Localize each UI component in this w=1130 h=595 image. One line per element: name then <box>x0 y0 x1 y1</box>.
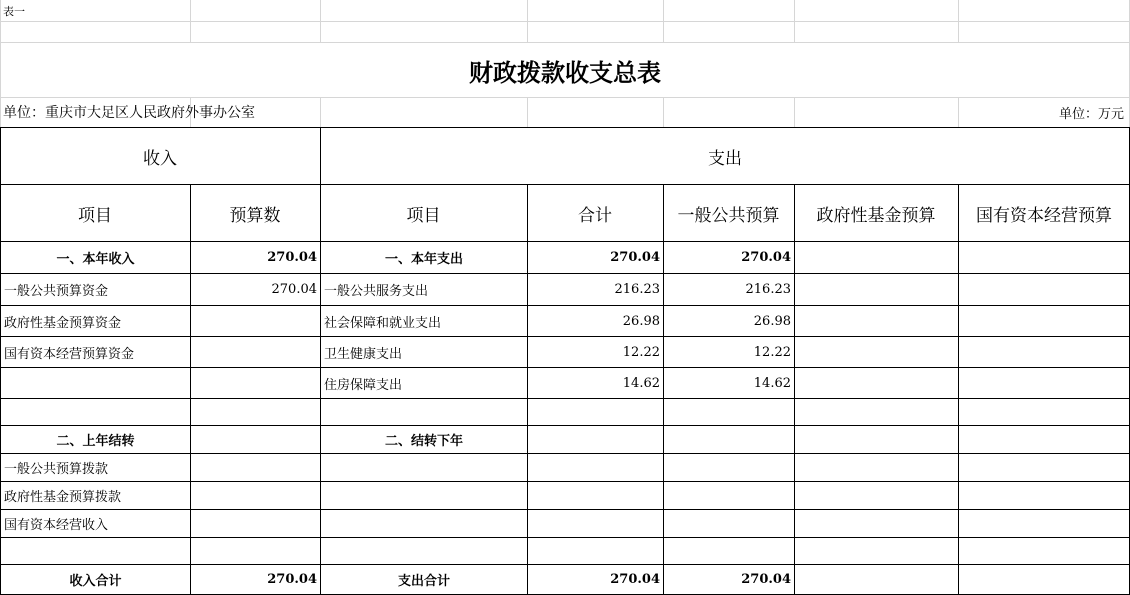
income-amount-cell <box>191 368 320 398</box>
income-amount-cell <box>191 399 320 425</box>
income-item-cell: 政府性基金预算拨款 <box>4 490 122 505</box>
gridline <box>320 0 321 43</box>
total-cell <box>528 482 663 509</box>
income-header: 收入 <box>143 149 177 169</box>
fund-budget-cell <box>795 306 958 336</box>
total-cell <box>528 510 663 537</box>
income-amount-cell <box>191 426 320 453</box>
total-cell <box>528 399 663 425</box>
general-budget-cell <box>664 399 794 425</box>
capital-budget-cell <box>959 274 1130 305</box>
income-amount-cell <box>191 454 320 481</box>
expense-item-cell: 支出合计 <box>397 574 450 589</box>
income-item-cell: 一、本年收入 <box>56 252 135 267</box>
col-header-income-item: 项目 <box>78 205 112 226</box>
expense-item-cell <box>321 538 527 564</box>
page-title: 财政拨款收支总表 <box>469 57 661 87</box>
income-amount-cell: 270.04 <box>267 250 317 265</box>
income-amount-cell: 270.04 <box>267 572 317 587</box>
general-budget-cell: 12.22 <box>753 344 791 360</box>
gridline <box>663 0 664 43</box>
income-item-cell <box>1 538 190 564</box>
total-cell: 12.22 <box>622 344 660 360</box>
gridline <box>190 0 191 43</box>
income-item-cell: 收入合计 <box>69 574 122 589</box>
income-amount-cell <box>191 337 320 367</box>
capital-budget-cell <box>959 482 1130 509</box>
gridline <box>794 97 795 127</box>
general-budget-cell: 270.04 <box>741 572 791 587</box>
fund-budget-cell <box>795 399 958 425</box>
income-item-cell: 二、上年结转 <box>56 434 135 449</box>
general-budget-cell <box>664 538 794 564</box>
fund-budget-cell <box>795 274 958 305</box>
total-cell <box>528 454 663 481</box>
capital-budget-cell <box>959 510 1130 537</box>
unit-organization: 单位：重庆市大足区人民政府外事办公室 <box>3 105 255 121</box>
col-header-fund-budget: 政府性基金预算 <box>816 205 936 226</box>
expense-item-cell: 住房保障支出 <box>324 377 403 393</box>
fund-budget-cell <box>795 337 958 367</box>
capital-budget-cell <box>959 538 1130 564</box>
fund-budget-cell <box>795 482 958 509</box>
capital-budget-cell <box>959 426 1130 453</box>
expense-item-cell <box>321 454 527 481</box>
total-cell: 216.23 <box>614 282 660 297</box>
gridline <box>958 0 959 43</box>
general-budget-cell <box>664 426 794 453</box>
capital-budget-cell <box>959 337 1130 367</box>
income-item-cell <box>1 368 190 398</box>
capital-budget-cell <box>959 565 1130 594</box>
fund-budget-cell <box>795 510 958 537</box>
general-budget-cell: 14.62 <box>753 375 791 391</box>
income-item-cell <box>1 399 190 425</box>
expense-item-cell: 一般公共服务支出 <box>324 284 429 299</box>
col-header-capital-budget: 国有资本经营预算 <box>976 205 1112 226</box>
general-budget-cell <box>664 510 794 537</box>
expense-item-cell <box>321 482 527 509</box>
fund-budget-cell <box>795 242 958 273</box>
total-cell: 270.04 <box>610 250 660 265</box>
general-budget-cell <box>664 482 794 509</box>
capital-budget-cell <box>959 368 1130 398</box>
fund-budget-cell <box>795 538 958 564</box>
capital-budget-cell <box>959 242 1130 273</box>
expense-header: 支出 <box>708 149 742 169</box>
general-budget-cell: 216.23 <box>745 282 791 297</box>
gridline <box>320 97 321 127</box>
col-header-general-budget: 一般公共预算 <box>677 205 780 226</box>
expense-item-cell: 社会保障和就业支出 <box>324 315 442 331</box>
expense-item-cell: 卫生健康支出 <box>324 346 403 362</box>
gridline <box>663 97 664 127</box>
fund-budget-cell <box>795 368 958 398</box>
income-item-cell: 国有资本经营预算资金 <box>4 346 135 362</box>
total-cell: 26.98 <box>622 313 660 329</box>
expense-item-cell: 二、结转下年 <box>384 434 463 449</box>
income-amount-cell <box>191 482 320 509</box>
total-cell <box>528 426 663 453</box>
table-number: 表一 <box>3 5 25 18</box>
col-header-budget: 预算数 <box>229 205 281 226</box>
total-cell: 270.04 <box>610 572 660 587</box>
total-cell <box>528 538 663 564</box>
income-item-cell: 一般公共预算拨款 <box>4 462 109 477</box>
general-budget-cell: 270.04 <box>741 250 791 265</box>
income-item-cell: 国有资本经营收入 <box>4 518 109 533</box>
total-cell: 14.62 <box>622 375 660 391</box>
general-budget-cell <box>664 454 794 481</box>
capital-budget-cell <box>959 306 1130 336</box>
income-amount-cell <box>191 306 320 336</box>
fund-budget-cell <box>795 565 958 594</box>
col-header-expense-item: 项目 <box>406 205 441 226</box>
fund-budget-cell <box>795 426 958 453</box>
income-item-cell: 政府性基金预算资金 <box>4 315 122 331</box>
expense-item-cell <box>321 399 527 425</box>
expense-item-cell: 一、本年支出 <box>384 252 463 267</box>
general-budget-cell: 26.98 <box>753 313 791 329</box>
capital-budget-cell <box>959 399 1130 425</box>
gridline <box>527 0 528 43</box>
expense-item-cell <box>321 510 527 537</box>
col-header-total: 合计 <box>578 205 612 226</box>
income-amount-cell <box>191 538 320 564</box>
capital-budget-cell <box>959 454 1130 481</box>
gridline <box>794 0 795 43</box>
gridline <box>527 97 528 127</box>
fund-budget-cell <box>795 454 958 481</box>
unit-amount: 单位：万元 <box>1058 106 1124 122</box>
income-amount-cell <box>191 510 320 537</box>
income-item-cell: 一般公共预算资金 <box>4 284 109 299</box>
income-amount-cell: 270.04 <box>271 282 317 297</box>
